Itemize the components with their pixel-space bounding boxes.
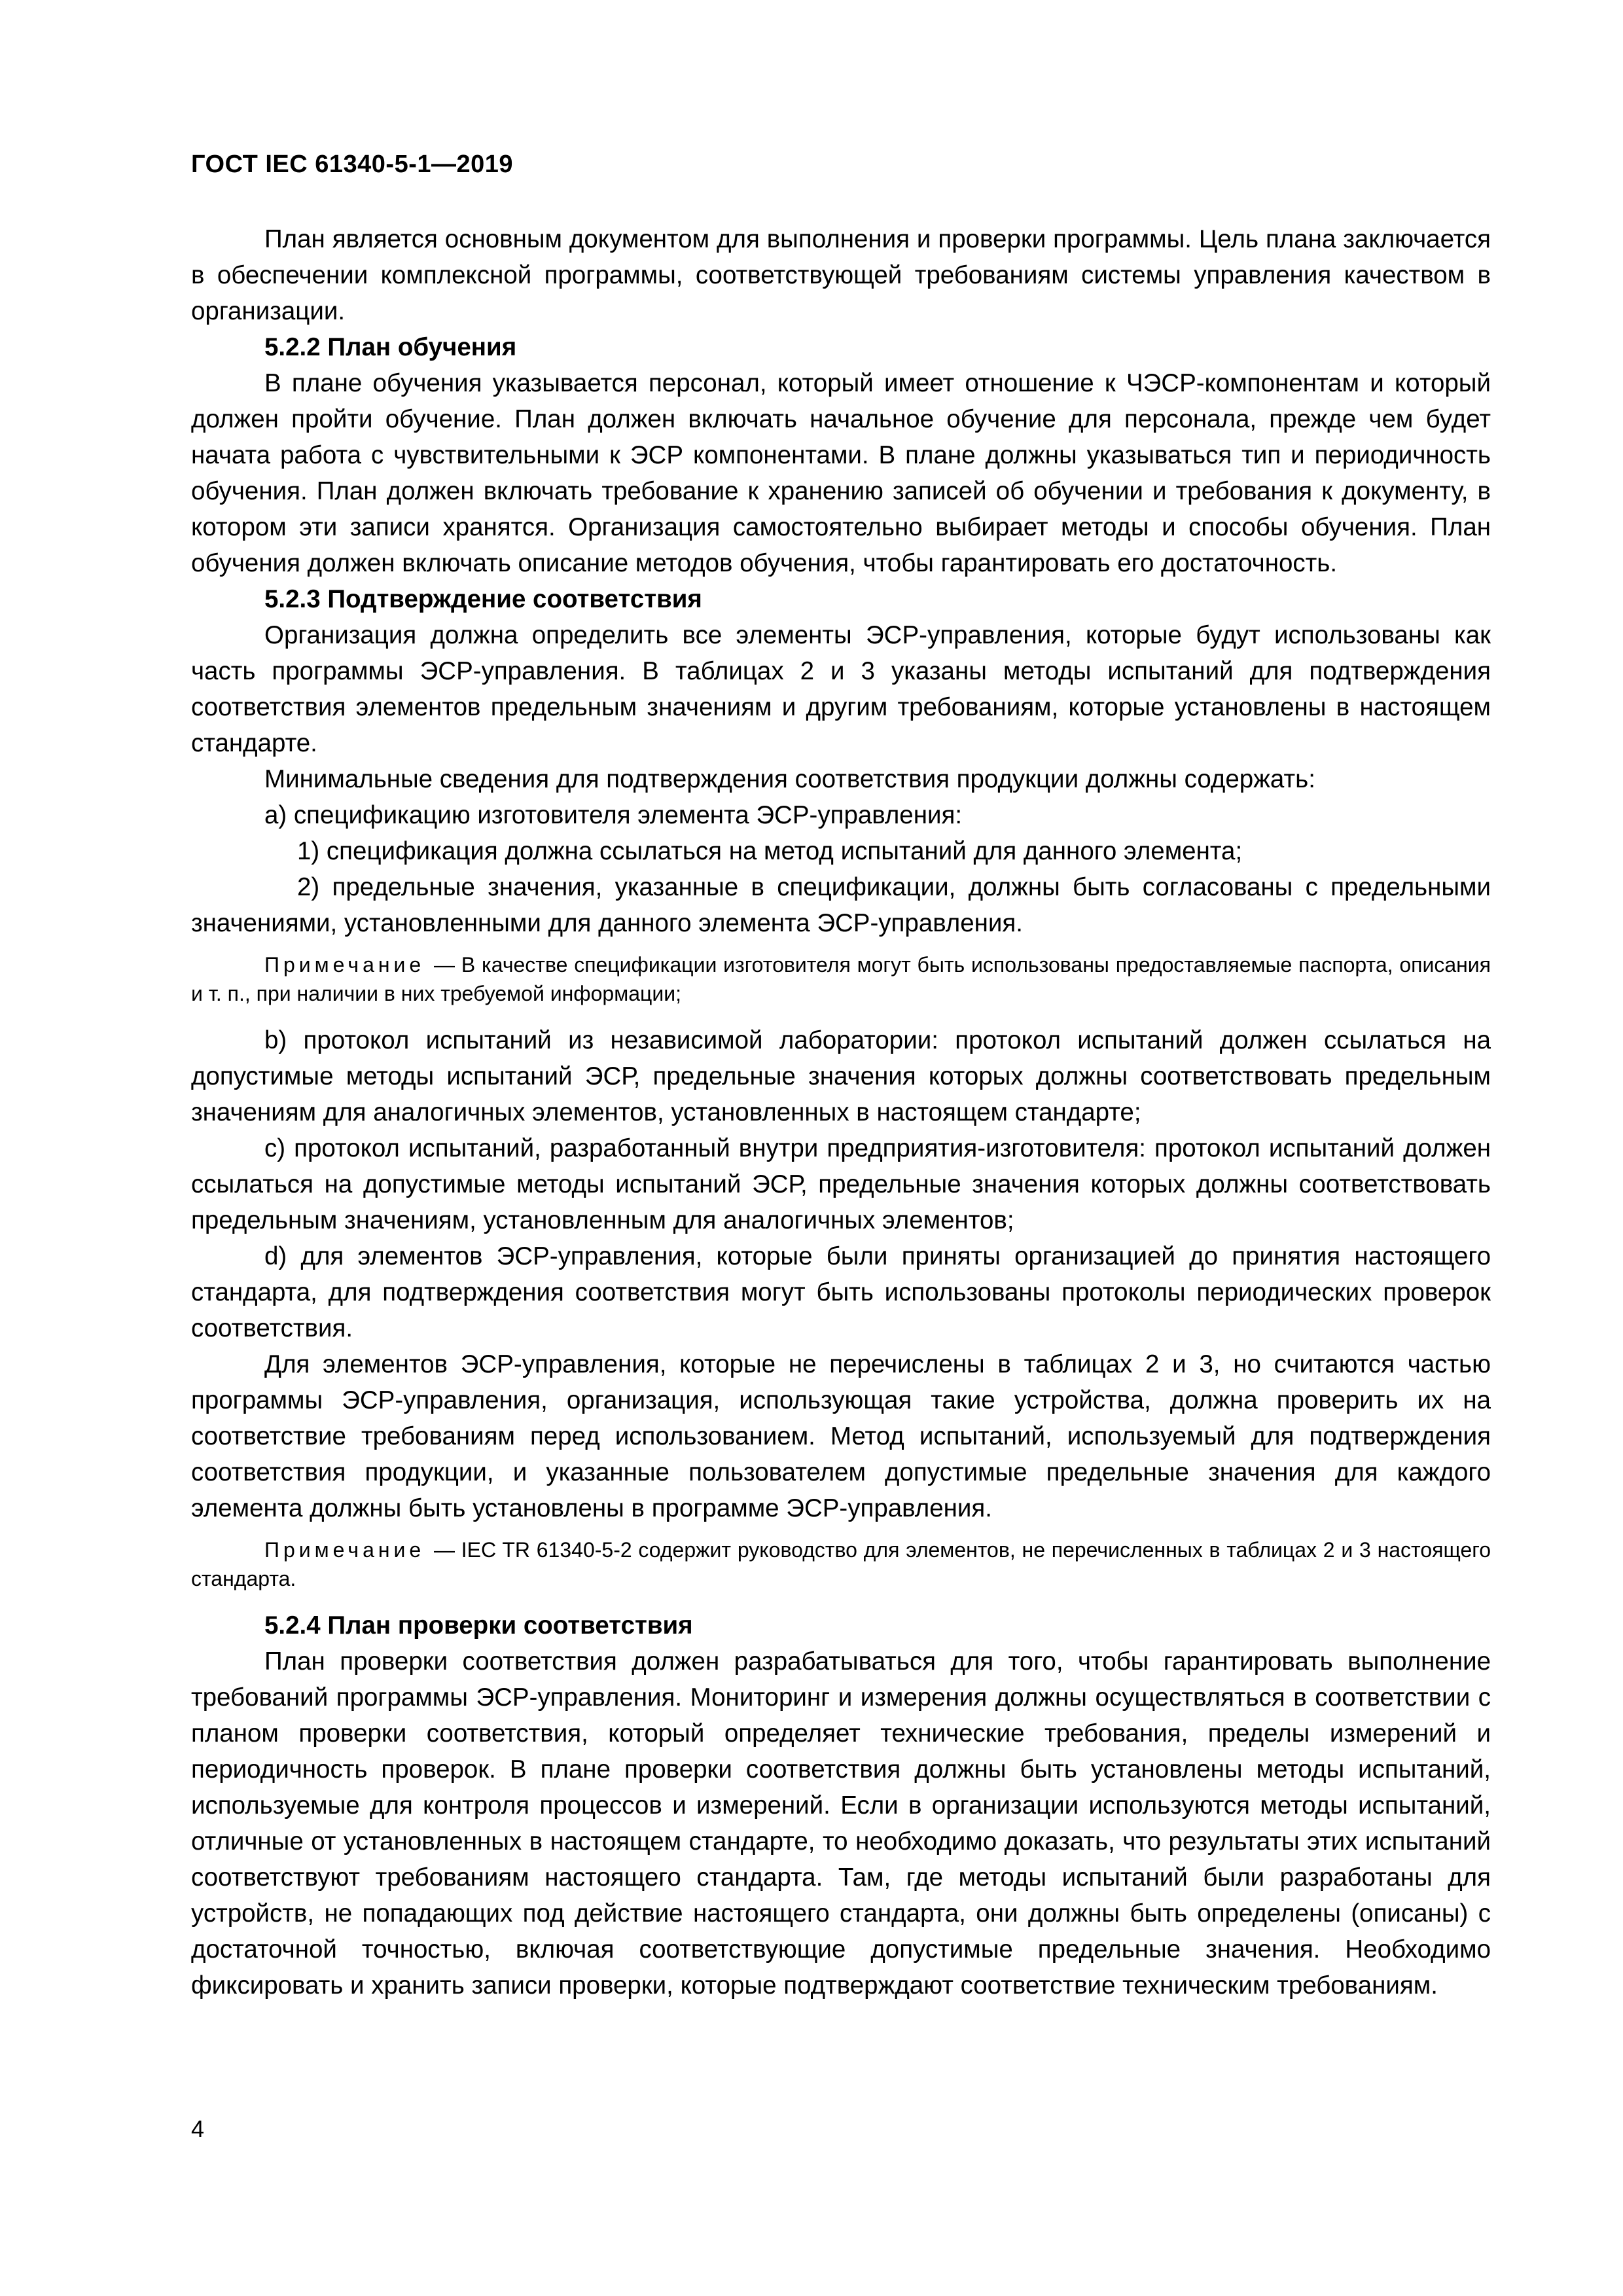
paragraph-training-plan: В плане обучения указывается персонал, который имеет отношение к ЧЭСР-компонентам и который должен пройти обучение. План должен включать начальное обучение для персонала, прежде чем будет начата работа с чувствительными к ЭСР компонентами. В плане должны указываться тип и периодичность обучения. План должен включать требование к хранению записей об обучении и требования к документу, в котором эти записи хранятся. Организация самостоятельно выбирает методы и способы обучения. План обучения должен включать описание методов обучения, чтобы гарантировать его достаточность. xyxy=(191,369,1491,577)
section-heading-5-2-4: 5.2.4 План проверки соответствия xyxy=(264,1611,693,1640)
note-1-label: Примечание xyxy=(264,953,425,977)
list-item-d: d) для элементов ЭСР-управления, которые были приняты организацией до принятия настоящего стандарта, для подтверждения соответствия могут быть использованы протоколы периодических проверок соответствия. xyxy=(191,1242,1491,1342)
list-item-a2: 2) предельные значения, указанные в спецификации, должны быть согласованы с предельными значениями, установленными для данного элемента ЭСР-управления. xyxy=(191,873,1491,937)
note-2-label: Примечание xyxy=(264,1538,425,1562)
page-number: 4 xyxy=(191,2115,205,2142)
note-2 xyxy=(191,1535,1491,1593)
paragraph-conformity-3: Для элементов ЭСР-управления, которые не перечислены в таблицах 2 и 3, но считаются частью программы ЭСР-управления, организация, использующая такие устройства, должна проверить их на соответствие требованиям перед использованием. Метод испытаний, используемый для подтверждения соответствия продукции, и указанные пользователем допустимые предельные значения для каждого элемента должны быть установлены в программе ЭСР-управления. xyxy=(191,1350,1491,1522)
note-1-text: — В качестве спецификации изготовителя могут быть использованы предоставляемые паспорта, описания и т. п., при наличии в них требуемой информации; xyxy=(191,953,1491,1005)
section-heading-5-2-2: 5.2.2 План обучения xyxy=(264,333,517,361)
note-2-text: — IEC TR 61340-5-2 содержит руководство для элементов, не перечисленных в таблицах 2 и 3 настоящего стандарта. xyxy=(191,1538,1491,1590)
paragraph-intro: План является основным документом для выполнения и проверки программы. Цель плана заключается в обеспечении комплексной программы, соответствующей требованиям системы управления качеством в организации. xyxy=(191,225,1491,325)
document-body xyxy=(191,221,1491,2003)
paragraph-conformity-1: Организация должна определить все элементы ЭСР-управления, которые будут использованы как часть программы ЭСР-управления. В таблицах 2 и 3 указаны методы испытаний для подтверждения соответствия элементов предельным значениям и другим требованиям, которые установлены в настоящем стандарте. xyxy=(191,621,1491,757)
note-1 xyxy=(191,950,1491,1008)
paragraph-conformity-2: Минимальные сведения для подтверждения соответствия продукции должны содержать: xyxy=(264,765,1315,793)
section-heading-5-2-3: 5.2.3 Подтверждение соответствия xyxy=(264,585,702,613)
list-item-b: b) протокол испытаний из независимой лаборатории: протокол испытаний должен ссылаться на допустимые методы испытаний ЭСР, предельные значения которых должны соответствовать предельным значениям для аналогичных элементов, установленных в настоящем стандарте; xyxy=(191,1026,1491,1126)
list-item-a: a) спецификацию изготовителя элемента ЭСР-управления: xyxy=(264,801,963,829)
list-item-c: c) протокол испытаний, разработанный внутри предприятия-изготовителя: протокол испытаний должен ссылаться на допустимые методы испытаний ЭСР, предельные значения которых должны соответствовать предельным значениям, установленным для аналогичных элементов; xyxy=(191,1134,1491,1234)
list-item-a1: 1) спецификация должна ссылаться на метод испытаний для данного элемента; xyxy=(297,837,1243,865)
paragraph-verification-plan: План проверки соответствия должен разрабатываться для того, чтобы гарантировать выполнение требований программы ЭСР-управления. Мониторинг и измерения должны осуществляться в соответствии с планом проверки соответствия, который определяет технические требования, пределы измерений и периодичность проверок. В плане проверки соответствия должны быть установлены методы испытаний, используемые для контроля процессов и измерений. Если в организации используются методы испытаний, отличные от установленных в настоящем стандарте, то необходимо доказать, что результаты этих испытаний соответствуют требованиям настоящего стандарта. Там, где методы испытаний были разработаны для устройств, не попадающих под действие настоящего стандарта, они должны быть определены (описаны) с достаточной точностью, включая соответствующие допустимые предельные значения. Необходимо фиксировать и хранить записи проверки, которые подтверждают соответствие техническим требованиям. xyxy=(191,1647,1491,2000)
document-header: ГОСТ IEC 61340-5-1—2019 xyxy=(191,151,514,178)
